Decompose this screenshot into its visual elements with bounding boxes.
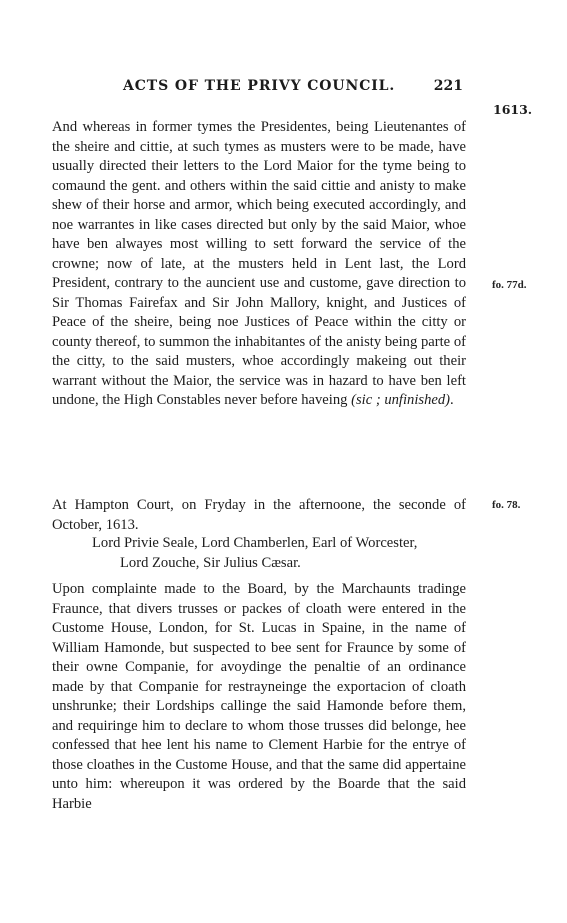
editorial-note: (sic ; unfinished) [351,392,451,408]
attendees-line-1: Lord Privie Seale, Lord Chamberlen, Earl of Worcester, [92,535,418,551]
paragraph-musters-text: And whereas in former tymes the Presidentes, being Lieutenantes of the sheire and cittie, at such tymes as musters were to be made, have usually directed their letters to the Lord Maior for the tyme being to comaund the gent. and others within the said cittie and anisty to make shew of their horse and armor, which being executed accordingly, and noe warrantes in like cases directed but only by the said Maior, whoe have ben alwayes most willing to sett forward the service of the crowne; now of late, at the musters held in Lent last, the Lord President, contrary to the auncient use and custome, gave direction to Sir Thomas Fairefax and Sir John Mallory, knight, and Justices of Peace of the sheire, being noe Justices of Peace within the citty or county thereof, to summon the inhabitantes of the anisty being parte of the citty, to the said musters, whoe accordingly makeing out their warrant without the Maior, the service was in hazard to have ben left undone, the High Constables never before haveing [52,119,466,408]
paragraph-musters [52,118,466,411]
paragraph-musters-end: . [450,392,454,408]
sitting-heading: At Hampton Court, on Fryday in the afternoone, the seconde of October, 1613. [52,497,466,533]
margin-year: 1613. [493,102,533,117]
margin-folio-note-1: fo. 77d. [492,279,527,291]
running-header [123,78,463,94]
page-number: 221 [433,78,463,94]
margin-folio-note-2: fo. 78. [492,499,521,511]
paragraph-complaint: Upon complainte made to the Board, by the Marchaunts tradinge Fraunce, that divers trusses or packes of cloath were entered in the Custome House, London, for St. Lucas in Spaine, in the name of William Hamonde, but suspected to bee sent for Fraunce by some of their owne Companie, for avoydinge the penaltie of an ordinance made by that Companie for restrayneinge the exportacion of cloath unshrunke; their Lordships callinge the said Hamonde before them, and requiringe him to declare to whom those trusses did belonge, hee confessed that hee lent his name to Clement Harbie for the entrye of those cloathes in the Custome House, and that the same did appertaine unto him: whereupon it was ordered by the Boarde that the said Harbie [52,581,466,812]
running-title: ACTS OF THE PRIVY COUNCIL. [123,78,396,94]
attendees-line-2: Lord Zouche, Sir Julius Cæsar. [120,554,301,571]
attendees-list [52,534,466,573]
